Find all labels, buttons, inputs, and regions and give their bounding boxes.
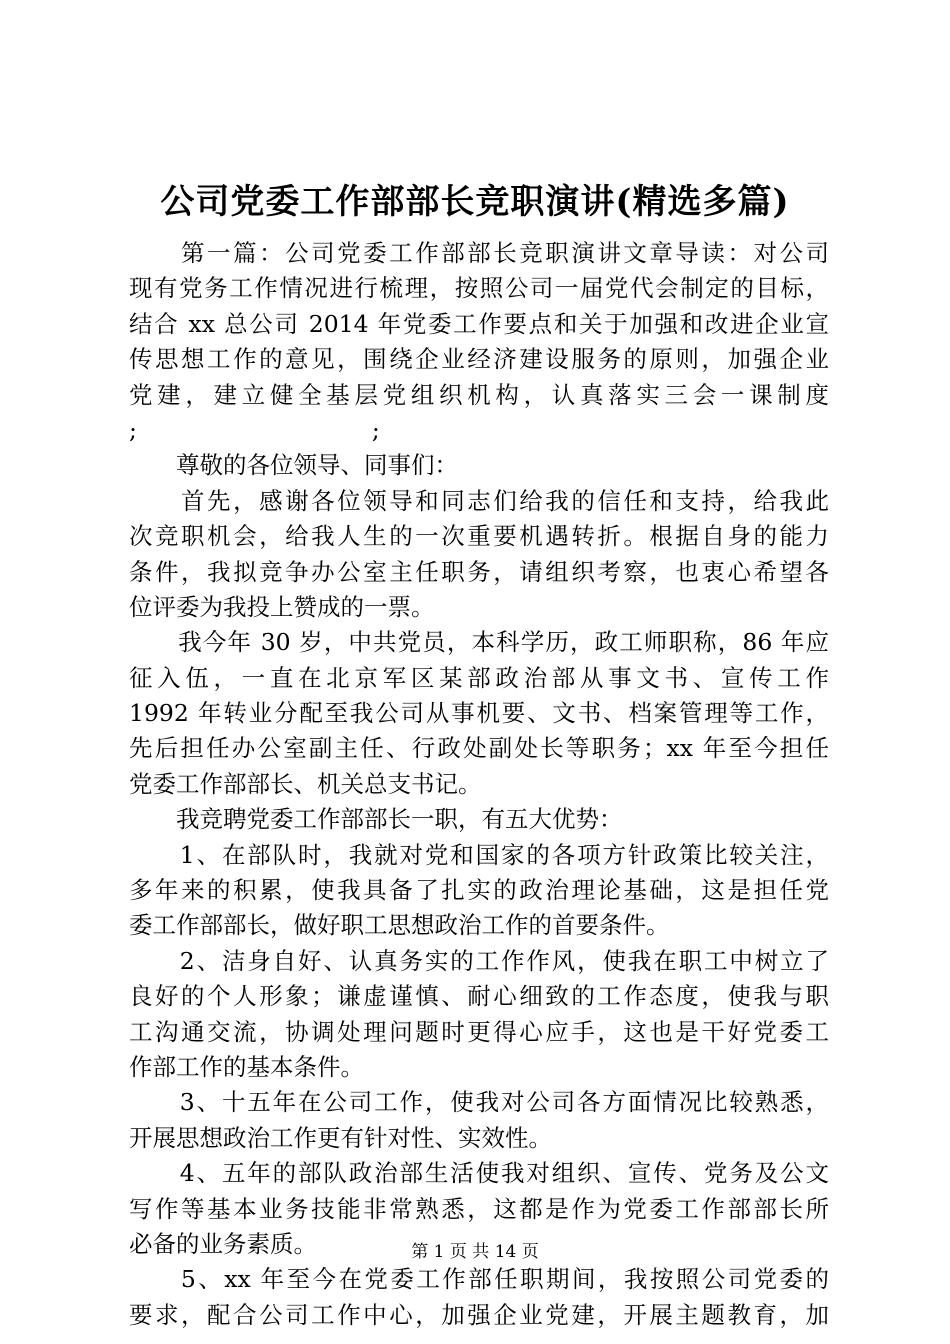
text-line: 作部工作的基本条件。 [129,1052,364,1081]
text-line: 1992 年转业分配至我公司从事机要、文书、档案管理等工作， [129,699,829,728]
text-line: 我竞聘党委工作部部长一职，有五大优势： [129,805,623,834]
text-line: 征入伍，一直在北京军区某部政治部从事文书、宣传工作 [129,663,829,692]
text-line: 写作等基本业务技能非常熟悉，这都是作为党委工作部部长所 [129,1194,829,1223]
text-line: 现有党务工作情况进行梳理，按照公司一届党代会制定的目标， [129,274,829,303]
text-line: 党建，建立健全基层党组织机构，认真落实三会一课制度 [129,380,829,409]
text-line: 要求，配合公司工作中心，加强企业党建，开展主题教育，加 [129,1300,829,1329]
text-line: 1、在部队时，我就对党和国家的各项方针政策比较关注， [129,840,829,869]
text-line: 党委工作部部长、机关总支书记。 [129,769,482,798]
text-line: 第一篇：公司党委工作部部长竞职演讲文章导读：对公司 [129,239,829,267]
text-line: 良好的个人形象；谦虚谨慎、耐心细致的工作态度，使我与职 [129,982,829,1011]
text-line: 结合 xx 总公司 2014 年党委工作要点和关于加强和改进企业宣 [129,309,829,338]
text-line: 3、十五年在公司工作，使我对公司各方面情况比较熟悉， [129,1088,829,1117]
text-line: 尊敬的各位领导、同事们： [129,451,458,480]
text-line: 先后担任办公室副主任、行政处副处长等职务；xx 年至今担任 [129,734,829,763]
text-line: 2、洁身自好、认真务实的工作作风，使我在职工中树立了 [129,946,829,975]
text-line: 位评委为我投上赞成的一票。 [129,592,435,621]
text-line: 工沟通交流，协调处理问题时更得心应手，这也是干好党委工 [129,1017,829,1046]
document-body [129,236,829,1333]
text-line: 开展思想政治工作更有针对性、实效性。 [129,1123,552,1152]
text-line: 多年来的积累，使我具备了扎实的政治理论基础，这是担任党 [129,876,829,905]
text-line: 5、xx 年至今在党委工作部任职期间，我按照公司党委的 [129,1265,829,1294]
text-line: ; ; [129,415,380,444]
text-line: 必备的业务素质。 [129,1229,317,1258]
text-line: 我今年 30 岁，中共党员，本科学历，政工师职称，86 年应 [129,628,829,657]
text-line: 委工作部部长，做好职工思想政治工作的首要条件。 [129,911,670,940]
text-line: 次竞职机会，给我人生的一次重要机遇转折。根据自身的能力 [129,522,829,551]
text-line: 4、五年的部队政治部生活使我对组织、宣传、党务及公文 [129,1159,829,1188]
text-line: 首先，感谢各位领导和同志们给我的信任和支持，给我此 [129,486,829,515]
page-footer: 第 1 页 共 14 页 [411,1242,539,1262]
text-line: 条件，我拟竞争办公室主任职务，请组织考察，也衷心希望各 [129,557,829,586]
text-line: 传思想工作的意见，围绕企业经济建设服务的原则，加强企业 [129,345,829,374]
document-title: 公司党委工作部部长竞职演讲(精选多篇) [160,182,790,222]
